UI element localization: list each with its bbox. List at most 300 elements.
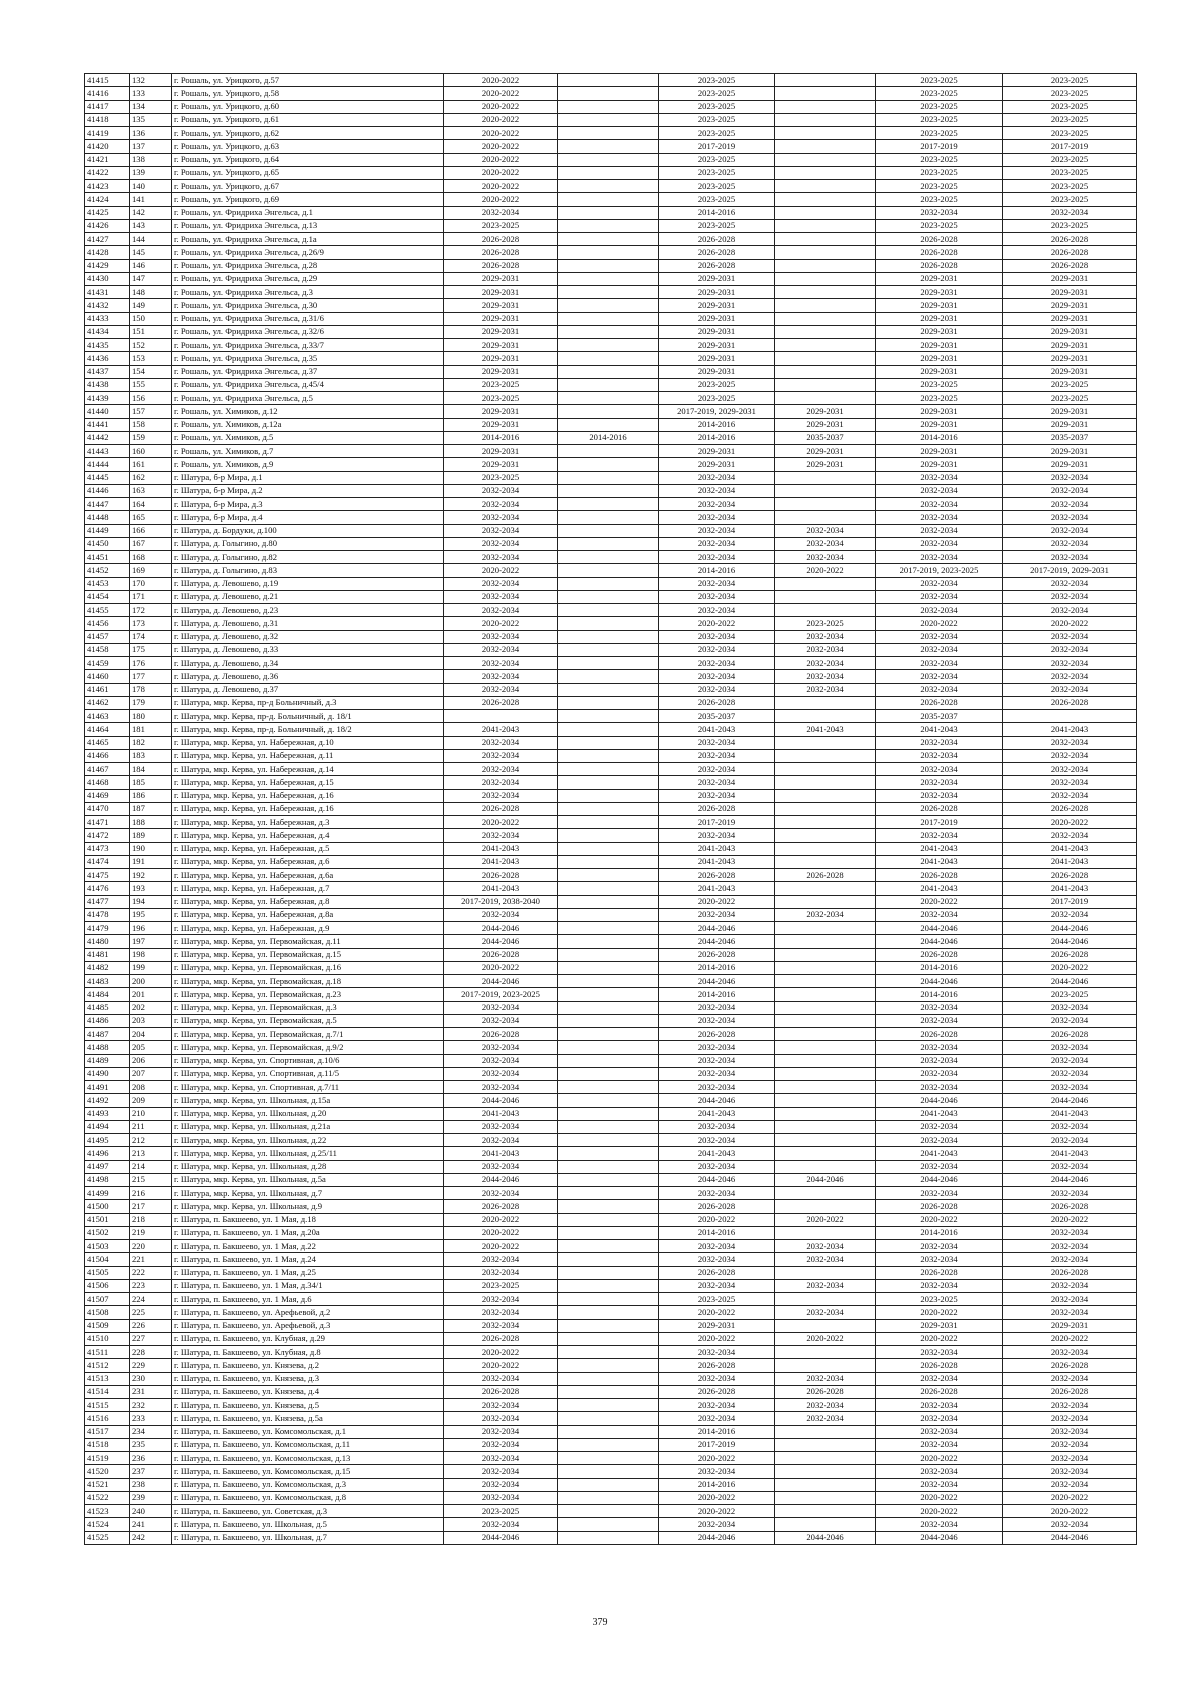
cell-address: г. Шатура, мкр. Керва, ул. Набережная, д.16 xyxy=(172,802,444,815)
cell-period-a: 2029-2031 xyxy=(444,365,558,378)
cell-address: г. Шатура, мкр. Керва, ул. Набережная, д.6а xyxy=(172,869,444,882)
cell-period-b xyxy=(558,1147,659,1160)
cell-period-e: 2044-2046 xyxy=(876,975,1003,988)
cell-period-a: 2023-2025 xyxy=(444,471,558,484)
cell-period-c: 2020-2022 xyxy=(659,1306,775,1319)
cell-period-f: 2041-2043 xyxy=(1003,1107,1137,1120)
cell-period-f: 2020-2022 xyxy=(1003,1505,1137,1518)
cell-row-id: 41492 xyxy=(85,1094,130,1107)
cell-address: г. Шатура, мкр. Керва, ул. Школьная, д.5а xyxy=(172,1173,444,1186)
cell-period-b xyxy=(558,802,659,815)
cell-period-a: 2026-2028 xyxy=(444,869,558,882)
cell-row-id: 41452 xyxy=(85,564,130,577)
cell-period-c: 2032-2034 xyxy=(659,1240,775,1253)
cell-address: г. Рошаль, ул. Фридриха Энгельса, д.35 xyxy=(172,352,444,365)
cell-period-b xyxy=(558,789,659,802)
cell-seq-number: 207 xyxy=(130,1067,172,1080)
cell-seq-number: 166 xyxy=(130,524,172,537)
cell-period-c: 2029-2031 xyxy=(659,312,775,325)
cell-address: г. Шатура, п. Бакшеево, ул. Князева, д.3 xyxy=(172,1372,444,1385)
table-row xyxy=(85,802,1137,815)
cell-row-id: 41464 xyxy=(85,723,130,736)
table-row xyxy=(85,551,1137,564)
cell-row-id: 41489 xyxy=(85,1054,130,1067)
cell-period-f: 2032-2034 xyxy=(1003,1438,1137,1451)
cell-period-e: 2032-2034 xyxy=(876,657,1003,670)
cell-period-b xyxy=(558,551,659,564)
cell-row-id: 41507 xyxy=(85,1293,130,1306)
cell-address: г. Рошаль, ул. Фридриха Энгельса, д.5 xyxy=(172,392,444,405)
cell-row-id: 41447 xyxy=(85,498,130,511)
cell-period-d xyxy=(775,842,876,855)
cell-period-b xyxy=(558,855,659,868)
cell-period-a: 2023-2025 xyxy=(444,1505,558,1518)
cell-period-d xyxy=(775,1028,876,1041)
cell-period-c: 2023-2025 xyxy=(659,87,775,100)
cell-period-a: 2032-2034 xyxy=(444,498,558,511)
cell-address: г. Шатура, п. Бакшеево, ул. 1 Мая, д.34/1 xyxy=(172,1279,444,1292)
cell-period-f: 2032-2034 xyxy=(1003,657,1137,670)
cell-period-f: 2032-2034 xyxy=(1003,551,1137,564)
cell-period-e: 2032-2034 xyxy=(876,736,1003,749)
cell-period-c: 2023-2025 xyxy=(659,127,775,140)
cell-seq-number: 235 xyxy=(130,1438,172,1451)
cell-period-f: 2026-2028 xyxy=(1003,869,1137,882)
cell-period-c: 2017-2019 xyxy=(659,1438,775,1451)
cell-period-f: 2032-2034 xyxy=(1003,1041,1137,1054)
cell-period-a: 2041-2043 xyxy=(444,723,558,736)
cell-period-a: 2020-2022 xyxy=(444,166,558,179)
cell-period-d xyxy=(775,511,876,524)
cell-seq-number: 144 xyxy=(130,233,172,246)
cell-period-d xyxy=(775,829,876,842)
cell-seq-number: 160 xyxy=(130,445,172,458)
cell-period-c: 2032-2034 xyxy=(659,736,775,749)
table-row xyxy=(85,1505,1137,1518)
cell-period-d: 2032-2034 xyxy=(775,537,876,550)
cell-seq-number: 175 xyxy=(130,643,172,656)
cell-period-e: 2032-2034 xyxy=(876,604,1003,617)
cell-seq-number: 228 xyxy=(130,1346,172,1359)
table-row xyxy=(85,1226,1137,1239)
cell-seq-number: 133 xyxy=(130,87,172,100)
cell-period-b xyxy=(558,1160,659,1173)
cell-address: г. Шатура, мкр. Керва, ул. Первомайская, д.3 xyxy=(172,1001,444,1014)
cell-address: г. Шатура, п. Бакшеево, ул. Советская, д.3 xyxy=(172,1505,444,1518)
cell-period-a: 2032-2034 xyxy=(444,1306,558,1319)
cell-row-id: 41457 xyxy=(85,630,130,643)
cell-address: г. Шатура, мкр. Керва, ул. Набережная, д.8а xyxy=(172,908,444,921)
cell-period-f: 2026-2028 xyxy=(1003,1359,1137,1372)
cell-address: г. Шатура, д. Левошево, д.37 xyxy=(172,683,444,696)
table-row xyxy=(85,1041,1137,1054)
cell-period-d: 2023-2025 xyxy=(775,617,876,630)
cell-period-f: 2032-2034 xyxy=(1003,471,1137,484)
cell-period-f: 2032-2034 xyxy=(1003,789,1137,802)
cell-address: г. Шатура, д. Левошево, д.36 xyxy=(172,670,444,683)
cell-period-d xyxy=(775,749,876,762)
cell-period-a: 2026-2028 xyxy=(444,1028,558,1041)
cell-row-id: 41512 xyxy=(85,1359,130,1372)
cell-period-a: 2032-2034 xyxy=(444,736,558,749)
cell-period-b xyxy=(558,882,659,895)
cell-period-a: 2032-2034 xyxy=(444,1518,558,1531)
cell-period-a xyxy=(444,710,558,723)
cell-period-b xyxy=(558,140,659,153)
cell-period-d: 2029-2031 xyxy=(775,458,876,471)
cell-address: г. Шатура, д. Левошево, д.31 xyxy=(172,617,444,630)
cell-row-id: 41503 xyxy=(85,1240,130,1253)
cell-period-f: 2020-2022 xyxy=(1003,816,1137,829)
table-row xyxy=(85,723,1137,736)
cell-period-d: 2020-2022 xyxy=(775,1332,876,1345)
cell-period-e: 2032-2034 xyxy=(876,498,1003,511)
table-row xyxy=(85,1359,1137,1372)
cell-period-b xyxy=(558,961,659,974)
table-row xyxy=(85,577,1137,590)
table-row xyxy=(85,378,1137,391)
cell-period-f: 2029-2031 xyxy=(1003,365,1137,378)
cell-period-f: 2032-2034 xyxy=(1003,1306,1137,1319)
cell-period-f: 2032-2034 xyxy=(1003,1187,1137,1200)
cell-period-c: 2044-2046 xyxy=(659,1173,775,1186)
cell-row-id: 41446 xyxy=(85,484,130,497)
cell-period-a: 2032-2034 xyxy=(444,657,558,670)
cell-period-a: 2017-2019, 2038-2040 xyxy=(444,895,558,908)
cell-period-f: 2032-2034 xyxy=(1003,590,1137,603)
cell-period-e: 2026-2028 xyxy=(876,948,1003,961)
table-row xyxy=(85,1332,1137,1345)
cell-row-id: 41429 xyxy=(85,259,130,272)
cell-row-id: 41427 xyxy=(85,233,130,246)
cell-period-f: 2020-2022 xyxy=(1003,1491,1137,1504)
cell-period-b xyxy=(558,1425,659,1438)
cell-seq-number: 201 xyxy=(130,988,172,1001)
cell-address: г. Рошаль, ул. Фридриха Энгельса, д.28 xyxy=(172,259,444,272)
cell-period-e: 2029-2031 xyxy=(876,325,1003,338)
cell-period-c: 2032-2034 xyxy=(659,1253,775,1266)
table-row xyxy=(85,948,1137,961)
cell-period-b xyxy=(558,1187,659,1200)
cell-period-b xyxy=(558,458,659,471)
cell-row-id: 41521 xyxy=(85,1478,130,1491)
cell-period-b xyxy=(558,630,659,643)
cell-row-id: 41435 xyxy=(85,339,130,352)
table-row xyxy=(85,590,1137,603)
cell-period-e: 2014-2016 xyxy=(876,988,1003,1001)
cell-period-c: 2029-2031 xyxy=(659,299,775,312)
cell-period-b xyxy=(558,1266,659,1279)
cell-period-b xyxy=(558,1438,659,1451)
cell-period-d xyxy=(775,1001,876,1014)
cell-seq-number: 209 xyxy=(130,1094,172,1107)
cell-period-b xyxy=(558,975,659,988)
cell-period-a: 2032-2034 xyxy=(444,577,558,590)
cell-seq-number: 241 xyxy=(130,1518,172,1531)
cell-period-b xyxy=(558,484,659,497)
cell-period-f: 2023-2025 xyxy=(1003,392,1137,405)
cell-row-id: 41469 xyxy=(85,789,130,802)
cell-period-f: 2032-2034 xyxy=(1003,577,1137,590)
cell-period-b xyxy=(558,1134,659,1147)
cell-period-e: 2026-2028 xyxy=(876,1200,1003,1213)
cell-period-a: 2032-2034 xyxy=(444,1014,558,1027)
table-row xyxy=(85,127,1137,140)
cell-period-f: 2032-2034 xyxy=(1003,604,1137,617)
cell-period-c: 2020-2022 xyxy=(659,1505,775,1518)
cell-period-e: 2032-2034 xyxy=(876,1279,1003,1292)
cell-period-d: 2032-2034 xyxy=(775,1412,876,1425)
cell-period-c: 2020-2022 xyxy=(659,1491,775,1504)
cell-period-d xyxy=(775,219,876,232)
cell-address: г. Рошаль, ул. Фридриха Энгельса, д.33/7 xyxy=(172,339,444,352)
cell-period-d xyxy=(775,166,876,179)
cell-period-d xyxy=(775,763,876,776)
cell-period-d xyxy=(775,1266,876,1279)
cell-period-c: 2032-2034 xyxy=(659,1518,775,1531)
cell-period-d xyxy=(775,127,876,140)
cell-seq-number: 180 xyxy=(130,710,172,723)
cell-period-f: 2032-2034 xyxy=(1003,763,1137,776)
cell-row-id: 41422 xyxy=(85,166,130,179)
cell-period-d xyxy=(775,1014,876,1027)
table-row xyxy=(85,1306,1137,1319)
table-row xyxy=(85,1346,1137,1359)
cell-address: г. Шатура, мкр. Керва, ул. Набережная, д.5 xyxy=(172,842,444,855)
cell-address: г. Шатура, п. Бакшеево, ул. Князева, д.5а xyxy=(172,1412,444,1425)
cell-period-b xyxy=(558,723,659,736)
cell-seq-number: 164 xyxy=(130,498,172,511)
cell-period-b xyxy=(558,153,659,166)
cell-address: г. Шатура, д. Левошево, д.34 xyxy=(172,657,444,670)
cell-period-f: 2029-2031 xyxy=(1003,299,1137,312)
cell-period-b xyxy=(558,564,659,577)
cell-address: г. Шатура, п. Бакшеево, ул. 1 Мая, д.18 xyxy=(172,1213,444,1226)
cell-period-e: 2020-2022 xyxy=(876,1332,1003,1345)
cell-period-d: 2026-2028 xyxy=(775,1385,876,1398)
cell-period-d xyxy=(775,272,876,285)
cell-row-id: 41495 xyxy=(85,1134,130,1147)
cell-seq-number: 192 xyxy=(130,869,172,882)
cell-seq-number: 172 xyxy=(130,604,172,617)
cell-period-d xyxy=(775,988,876,1001)
cell-period-c: 2026-2028 xyxy=(659,948,775,961)
cell-period-e: 2032-2034 xyxy=(876,829,1003,842)
cell-period-b xyxy=(558,736,659,749)
cell-row-id: 41451 xyxy=(85,551,130,564)
cell-row-id: 41522 xyxy=(85,1491,130,1504)
table-row xyxy=(85,392,1137,405)
cell-period-e: 2023-2025 xyxy=(876,127,1003,140)
cell-row-id: 41430 xyxy=(85,272,130,285)
cell-row-id: 41423 xyxy=(85,180,130,193)
cell-period-d xyxy=(775,339,876,352)
cell-period-d xyxy=(775,1319,876,1332)
table-row xyxy=(85,749,1137,762)
table-row xyxy=(85,908,1137,921)
cell-address: г. Рошаль, ул. Урицкого, д.64 xyxy=(172,153,444,166)
cell-row-id: 41420 xyxy=(85,140,130,153)
cell-period-b xyxy=(558,352,659,365)
cell-row-id: 41517 xyxy=(85,1425,130,1438)
cell-address: г. Шатура, мкр. Керва, ул. Набережная, д.8 xyxy=(172,895,444,908)
cell-address: г. Шатура, д. Левошево, д.32 xyxy=(172,630,444,643)
cell-period-c: 2029-2031 xyxy=(659,365,775,378)
cell-period-f: 2032-2034 xyxy=(1003,1279,1137,1292)
cell-row-id: 41426 xyxy=(85,219,130,232)
cell-period-c: 2032-2034 xyxy=(659,908,775,921)
cell-period-e: 2044-2046 xyxy=(876,935,1003,948)
cell-period-c: 2032-2034 xyxy=(659,630,775,643)
cell-period-c: 2014-2016 xyxy=(659,431,775,444)
table-row xyxy=(85,1319,1137,1332)
cell-period-f: 2032-2034 xyxy=(1003,749,1137,762)
cell-period-c: 2026-2028 xyxy=(659,869,775,882)
cell-period-d xyxy=(775,193,876,206)
cell-period-a: 2020-2022 xyxy=(444,1346,558,1359)
cell-period-d: 2026-2028 xyxy=(775,869,876,882)
cell-address: г. Шатура, мкр. Керва, ул. Школьная, д.15а xyxy=(172,1094,444,1107)
cell-period-e: 2032-2034 xyxy=(876,908,1003,921)
table-row xyxy=(85,975,1137,988)
cell-period-c: 2032-2034 xyxy=(659,1134,775,1147)
table-row xyxy=(85,1372,1137,1385)
cell-period-e: 2032-2034 xyxy=(876,776,1003,789)
cell-seq-number: 190 xyxy=(130,842,172,855)
cell-period-d: 2032-2034 xyxy=(775,1240,876,1253)
cell-period-b xyxy=(558,1226,659,1239)
cell-period-e: 2032-2034 xyxy=(876,1253,1003,1266)
table-row xyxy=(85,87,1137,100)
cell-period-a: 2032-2034 xyxy=(444,789,558,802)
cell-period-d xyxy=(775,365,876,378)
cell-period-a: 2032-2034 xyxy=(444,206,558,219)
cell-period-a: 2020-2022 xyxy=(444,1213,558,1226)
cell-period-d: 2032-2034 xyxy=(775,1306,876,1319)
cell-period-e: 2032-2034 xyxy=(876,1478,1003,1491)
cell-period-a: 2029-2031 xyxy=(444,352,558,365)
cell-address: г. Шатура, мкр. Керва, ул. Набережная, д.16 xyxy=(172,789,444,802)
cell-row-id: 41449 xyxy=(85,524,130,537)
cell-address: г. Шатура, мкр. Керва, ул. Набережная, д.11 xyxy=(172,749,444,762)
table-row xyxy=(85,312,1137,325)
cell-period-c: 2032-2034 xyxy=(659,1001,775,1014)
cell-seq-number: 154 xyxy=(130,365,172,378)
cell-period-f: 2032-2034 xyxy=(1003,630,1137,643)
cell-period-a: 2032-2034 xyxy=(444,670,558,683)
cell-period-d xyxy=(775,206,876,219)
cell-period-a: 2023-2025 xyxy=(444,219,558,232)
cell-period-a: 2029-2031 xyxy=(444,458,558,471)
cell-period-c: 2032-2034 xyxy=(659,670,775,683)
cell-period-f: 2035-2037 xyxy=(1003,431,1137,444)
cell-period-b xyxy=(558,471,659,484)
table-row xyxy=(85,113,1137,126)
cell-address: г. Шатура, п. Бакшеево, ул. 1 Мая, д.25 xyxy=(172,1266,444,1279)
cell-row-id: 41458 xyxy=(85,643,130,656)
cell-period-c: 2023-2025 xyxy=(659,193,775,206)
cell-row-id: 41494 xyxy=(85,1120,130,1133)
cell-row-id: 41425 xyxy=(85,206,130,219)
cell-address: г. Шатура, п. Бакшеево, ул. Школьная, д.7 xyxy=(172,1531,444,1544)
cell-seq-number: 208 xyxy=(130,1081,172,1094)
cell-seq-number: 221 xyxy=(130,1253,172,1266)
table-row xyxy=(85,1054,1137,1067)
cell-period-a: 2032-2034 xyxy=(444,1465,558,1478)
cell-period-e: 2032-2034 xyxy=(876,1240,1003,1253)
cell-period-a: 2032-2034 xyxy=(444,1253,558,1266)
cell-address: г. Шатура, б-р Мира, д.1 xyxy=(172,471,444,484)
cell-period-d xyxy=(775,577,876,590)
cell-period-c: 2032-2034 xyxy=(659,524,775,537)
cell-period-e: 2029-2031 xyxy=(876,299,1003,312)
cell-period-c: 2014-2016 xyxy=(659,988,775,1001)
cell-period-b xyxy=(558,948,659,961)
cell-period-b xyxy=(558,1505,659,1518)
cell-period-b xyxy=(558,604,659,617)
cell-period-d xyxy=(775,1518,876,1531)
cell-period-b xyxy=(558,325,659,338)
cell-period-f: 2032-2034 xyxy=(1003,1001,1137,1014)
cell-row-id: 41471 xyxy=(85,816,130,829)
cell-address: г. Шатура, п. Бакшеево, ул. Князева, д.4 xyxy=(172,1385,444,1398)
cell-seq-number: 169 xyxy=(130,564,172,577)
cell-address: г. Шатура, мкр. Керва, ул. Первомайская, д.23 xyxy=(172,988,444,1001)
cell-period-a: 2032-2034 xyxy=(444,763,558,776)
cell-period-f: 2023-2025 xyxy=(1003,988,1137,1001)
cell-period-f: 2032-2034 xyxy=(1003,1518,1137,1531)
cell-seq-number: 171 xyxy=(130,590,172,603)
cell-seq-number: 181 xyxy=(130,723,172,736)
cell-address: г. Шатура, мкр. Керва, ул. Первомайская, д.5 xyxy=(172,1014,444,1027)
table-row xyxy=(85,789,1137,802)
cell-period-b xyxy=(558,286,659,299)
cell-row-id: 41439 xyxy=(85,392,130,405)
cell-address: г. Рошаль, ул. Фридриха Энгельса, д.13 xyxy=(172,219,444,232)
cell-row-id: 41472 xyxy=(85,829,130,842)
cell-seq-number: 234 xyxy=(130,1425,172,1438)
cell-period-e: 2032-2034 xyxy=(876,630,1003,643)
cell-seq-number: 186 xyxy=(130,789,172,802)
cell-address: г. Шатура, мкр. Керва, ул. Набережная, д.15 xyxy=(172,776,444,789)
cell-period-a: 2041-2043 xyxy=(444,855,558,868)
cell-period-c: 2032-2034 xyxy=(659,1372,775,1385)
cell-period-b xyxy=(558,710,659,723)
cell-period-d xyxy=(775,498,876,511)
cell-address: г. Рошаль, ул. Химиков, д.12 xyxy=(172,405,444,418)
cell-period-e: 2032-2034 xyxy=(876,1187,1003,1200)
cell-address: г. Шатура, д. Левошево, д.33 xyxy=(172,643,444,656)
cell-period-c: 2014-2016 xyxy=(659,1226,775,1239)
cell-period-b: 2014-2016 xyxy=(558,431,659,444)
cell-period-e: 2029-2031 xyxy=(876,339,1003,352)
cell-address: г. Шатура, д. Левошево, д.23 xyxy=(172,604,444,617)
cell-period-b xyxy=(558,670,659,683)
cell-period-b xyxy=(558,1372,659,1385)
cell-seq-number: 146 xyxy=(130,259,172,272)
cell-period-a: 2032-2034 xyxy=(444,1452,558,1465)
cell-period-d xyxy=(775,935,876,948)
cell-row-id: 41454 xyxy=(85,590,130,603)
cell-period-b xyxy=(558,365,659,378)
cell-period-c: 2041-2043 xyxy=(659,882,775,895)
cell-period-f: 2032-2034 xyxy=(1003,1293,1137,1306)
cell-period-b xyxy=(558,1253,659,1266)
table-row xyxy=(85,1279,1137,1292)
cell-period-d: 2041-2043 xyxy=(775,723,876,736)
cell-address: г. Шатура, п. Бакшеево, ул. Комсомольская, д.3 xyxy=(172,1478,444,1491)
table-row xyxy=(85,537,1137,550)
